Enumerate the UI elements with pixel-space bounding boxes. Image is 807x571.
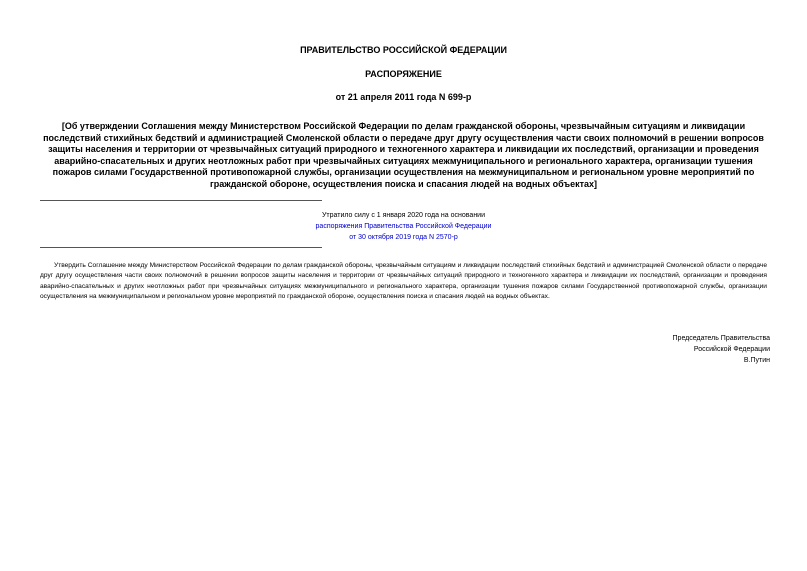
document-subject: [Об утверждении Соглашения между Министерством Российской Федерации по делам гражданской обороны, чрезвычайным ситуациям и ликвидации последствий стихийных бедствий и администрацией Смоленской области о передаче друг другу осуществления части своих полномочий в решении вопросов защиты населения и территории от чрезвычайных ситуаций природного и техногенного характера и ликвидации их последствий, организации и проведения аварийно-спасательных и других неотложных работ при чрезвычайных ситуациях межмуниципального и регионального характера, организации тушения пожаров силами Государственной противопожарной службы, организации осуществления на межмуниципальном и региональном уровне мероприятий по гражданской обороне, осуществления поиска и спасания людей на водных объектах] (43, 121, 764, 189)
repeal-link-line-1[interactable]: распоряжения Правительства Российской Федерации (315, 223, 492, 230)
signatory-organization: Российской Федерации (693, 346, 770, 353)
signatory-title: Председатель Правительства (672, 335, 770, 342)
repeal-note: Утратило силу с 1 января 2020 года на основании (321, 212, 486, 219)
signatory-name: В.Путин (743, 357, 770, 364)
document-date: от 21 апреля 2011 года N 699-р (335, 92, 472, 102)
divider-bottom (40, 247, 322, 248)
repeal-link-line-2[interactable]: от 30 октября 2019 года N 2570-р (349, 234, 458, 241)
document-body: Утвердить Соглашение между Министерством Российской Федерации по делам гражданской обороны, чрезвычайным ситуациям и ликвидации последствий стихийных бедствий и администрацией Смоленской области о передаче друг другу осуществления части своих полномочий в решении вопросов защиты населения и территории от чрезвычайных ситуаций природного и техногенного характера и ликвидации их последствий, организации и проведения аварийно-спасательных и других неотложных работ при чрезвычайных ситуациях межмуниципального и регионального характера, организации тушения пожаров силами Государственной противопожарной службы, организации осуществления на межмуниципальном и региональном уровне мероприятий по гражданской обороне, осуществления поиска и спасания людей на водных объектах. (40, 262, 767, 301)
government-heading: ПРАВИТЕЛЬСТВО РОССИЙСКОЙ ФЕДЕРАЦИИ (300, 45, 507, 55)
document-type-heading: РАСПОРЯЖЕНИЕ (365, 69, 442, 79)
divider-top (40, 200, 322, 201)
